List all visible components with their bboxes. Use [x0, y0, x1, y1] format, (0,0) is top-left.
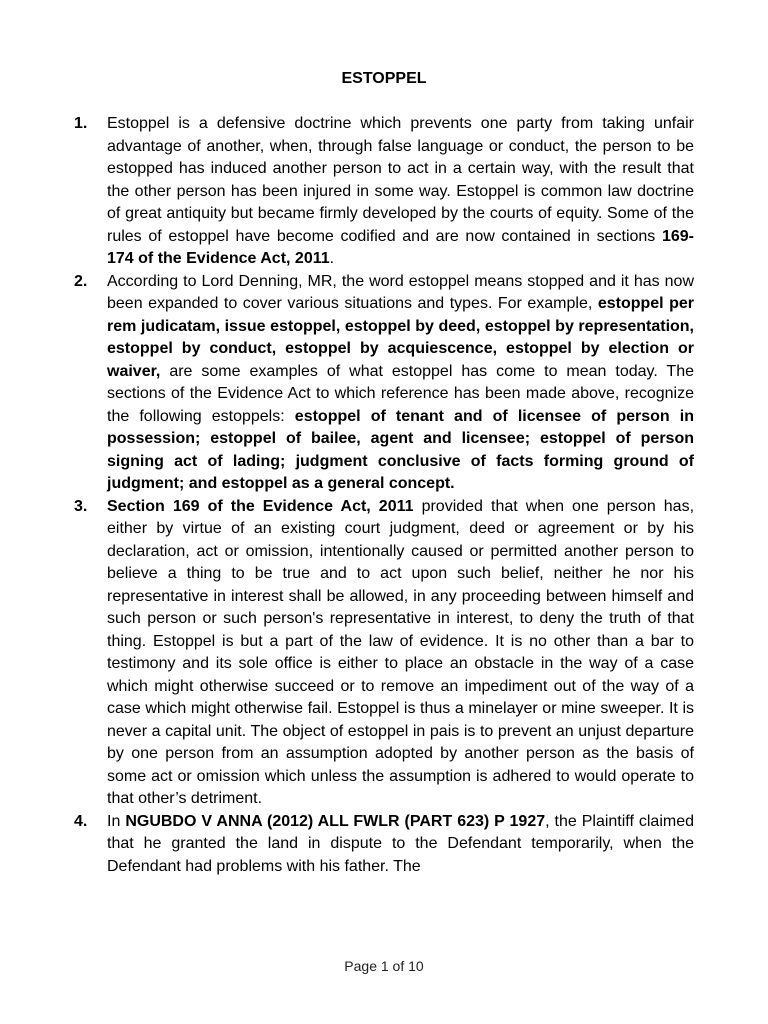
text-segment: provided that when one person has, either by virtue of an existing court judgment, deed or agreement or by his declaration, act or omission, intentionally caused or permitted another person to believe a thing to be true and to act upon such belief, neither he nor his representative in interest shall be allowed, in any proceeding between himself and such person or such person's representative in interest, to deny the truth of that thing. Estoppel is but a part of the law of evidence. It is no other than a bar to testimony and its sole office is either to place an obstacle in the way of a case which might otherwise succeed or to remove an impediment out of the way of a case which might otherwise fail. Estoppel is thus a minelayer or mine sweeper. It is never a capital unit. The object of estoppel in pais is to prevent an unjust departure by one person from an assumption adopted by another person as the basis of some act or omission which unless the assumption is adhered to would operate to that other’s detriment.	[107, 497, 695, 807]
list-item	[74, 271, 694, 496]
list-item	[74, 496, 694, 811]
page-number-footer: Page 1 of 10	[344, 958, 424, 974]
bold-text-segment: estoppel of tenant and of licensee of person in possession; estoppel of bailee, agent and licensee; estoppel of person signing act of lading; judgment conclusive of facts forming ground of judgment; and estoppel as a general concept.	[107, 407, 694, 492]
bold-text-segment: 169-174 of the Evidence Act, 2011	[107, 227, 694, 267]
item-number: 2.	[74, 272, 88, 290]
bold-text-segment: NGUBDO V ANNA (2012) ALL FWLR (PART 623) P 1927	[125, 812, 546, 830]
item-number: 1.	[74, 115, 88, 132]
text-segment: are some examples of what estoppel has come to mean today. The sections of the Evidence Act to which reference has been made above, recognize the following estoppels:	[107, 362, 694, 425]
bold-text-segment: Section 169 of the Evidence Act, 2011	[107, 497, 414, 515]
bold-text-segment: estoppel per rem judicatam, issue estoppel, estoppel by deed, estoppel by representation, estoppel by conduct, estoppel by acquiescence, estoppel by election or waiver,	[107, 295, 694, 380]
text-segment: Estoppel is a defensive doctrine which prevents one party from taking unfair advantage of another, when, through false language or conduct, the person to be estopped has induced another person to act in a certain way, with the result that the other person has been injured in some way. Estoppel is common law doctrine of great antiquity but became firmly developed by the courts of equity. Some of the rules of estoppel have become codified and are now contained in sections	[107, 115, 694, 245]
text-segment: According to Lord Denning, MR, the word estoppel means stopped and it has now been expanded to cover various situations and types. For example,	[107, 272, 694, 312]
list-item	[74, 113, 694, 271]
paragraph-text	[107, 811, 694, 879]
paragraph-text	[107, 271, 694, 496]
item-number: 3.	[74, 497, 88, 515]
numbered-list	[74, 113, 694, 878]
text-segment: , the Plaintiff claimed that he granted the land in dispute to the Defendant temporarily, when the Defendant had problems with his father. The	[107, 812, 695, 875]
item-number: 4.	[74, 812, 88, 830]
list-item	[74, 811, 694, 879]
paragraph-text	[107, 113, 694, 271]
paragraph-text	[107, 496, 694, 811]
document-title: ESTOPPEL	[341, 70, 427, 87]
text-segment: In	[107, 812, 126, 830]
text-segment: .	[329, 250, 335, 267]
